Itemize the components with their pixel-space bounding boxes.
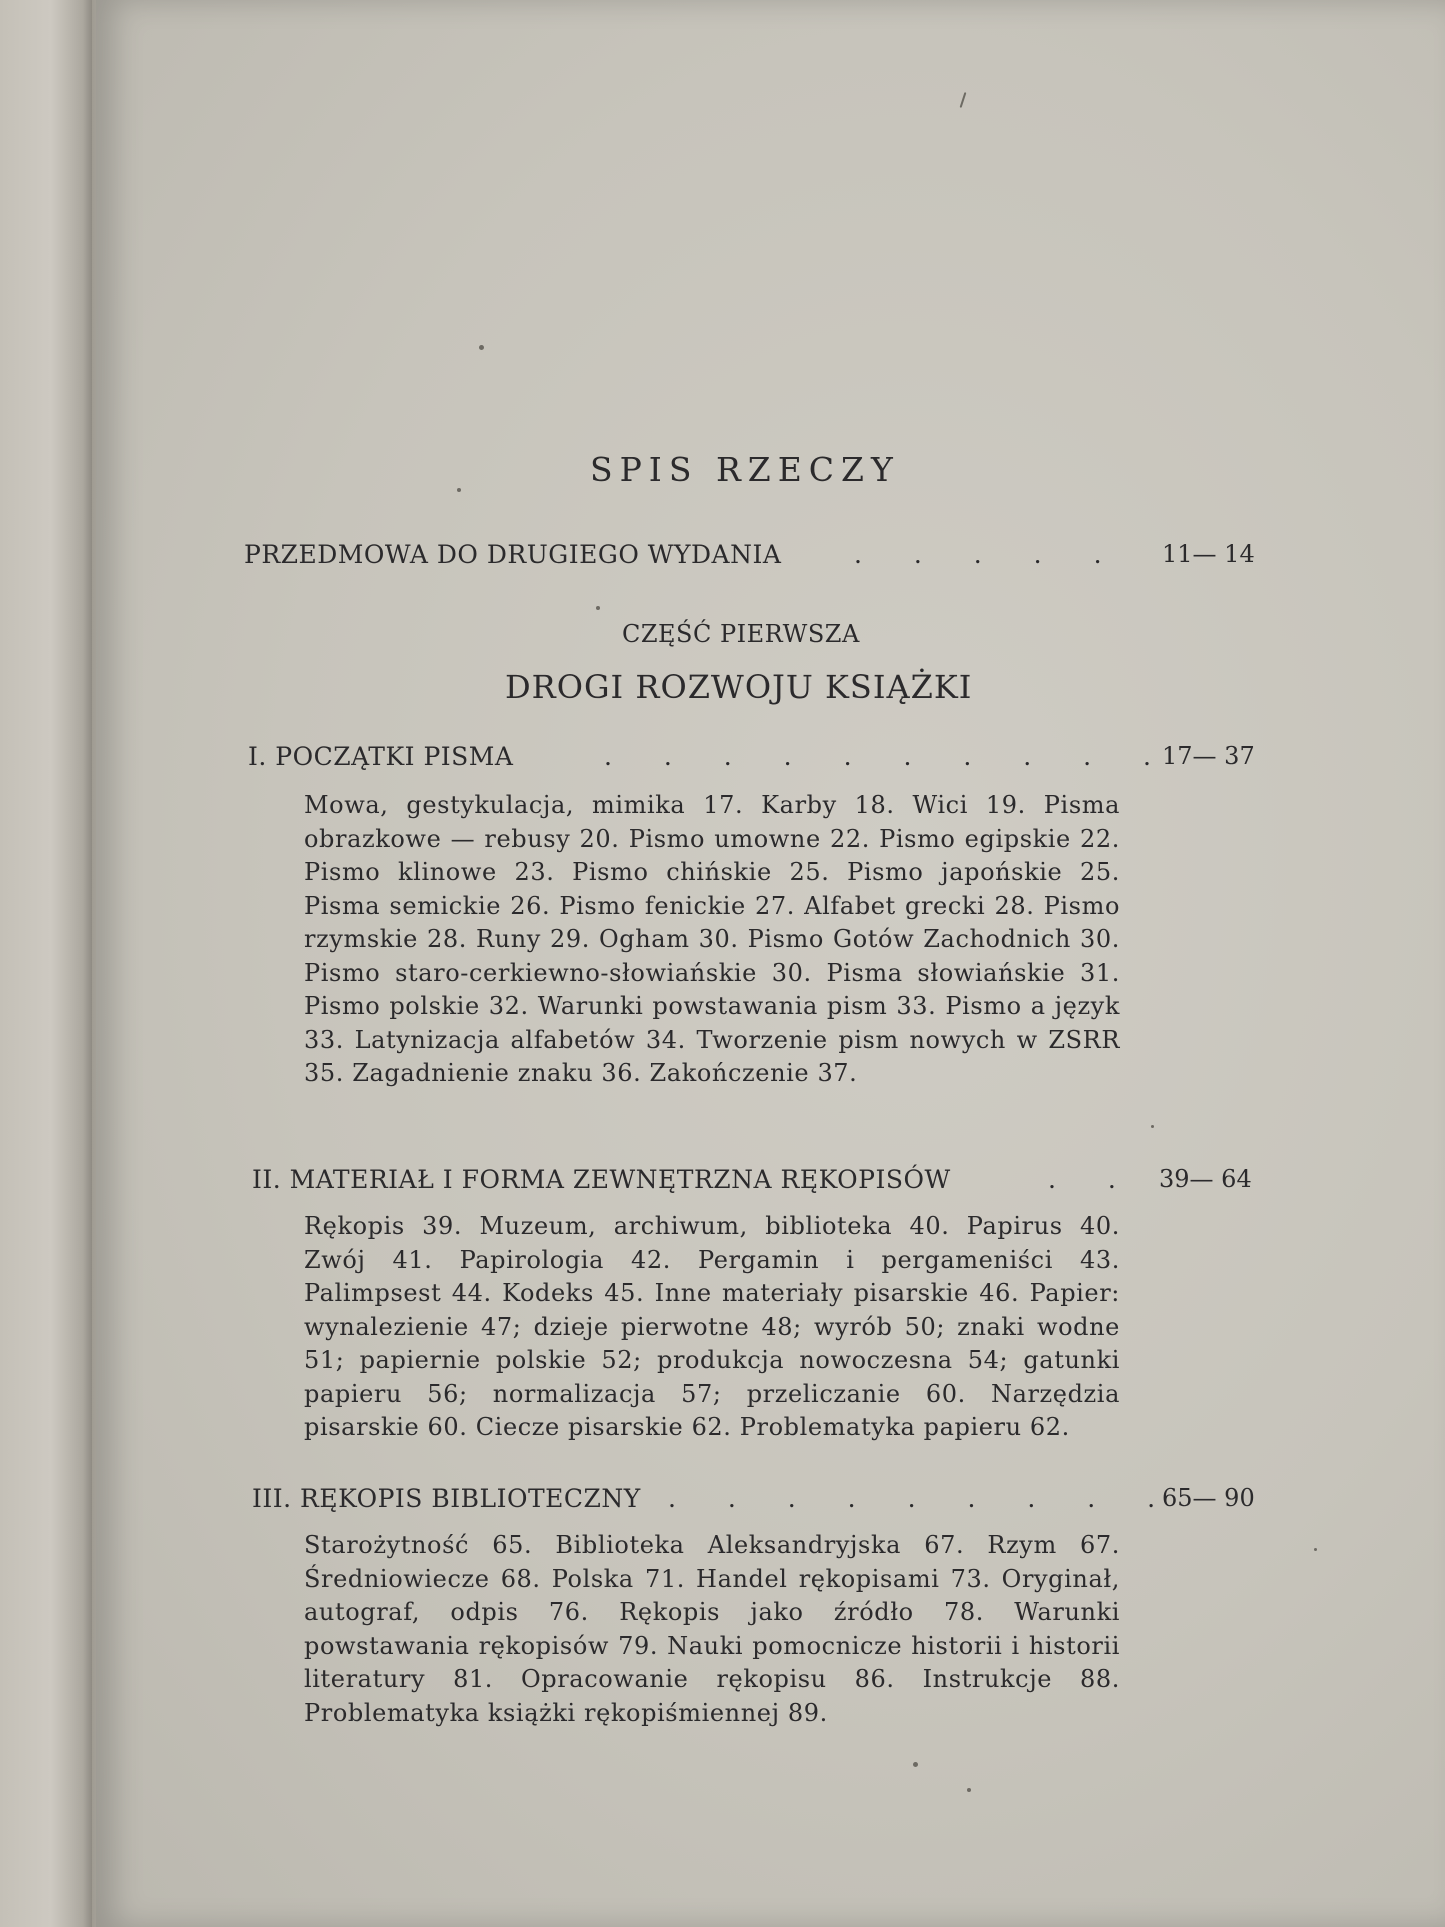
toc-leader-dots: . . . . . [854,540,1124,569]
chapter-summary: Mowa, gestykulacja, mimika 17. Karby 18. Wici 19. Pisma obrazkowe — rebusy 20. Pismo umowne 22. Pismo egipskie 22. Pismo klinowe 23. Pismo chińskie 25. Pismo japońskie 25. Pisma semickie 26. Pismo fenickie 27. Alfabet grecki 28. Pismo rzymskie 28. Runy 29. Ogham 30. Pismo Gotów Zachodnich 30. Pismo staro-cerkiewno-słowiańskie 30. Pisma słowiańskie 31. Pismo polskie 32. Warunki powstawania pism 33. Pismo a język 33. Latynizacja alfabetów 34. Tworzenie pism nowych w ZSRR 35. Zagadnienie znaku 36. Zakończenie 37. [304,791,1120,1087]
chapter-summary: Starożytność 65. Biblioteka Aleksandryjska 67. Rzym 67. Średniowiecze 68. Polska 71. Handel rękopisami 73. Oryginał, autograf, odpis 76. Rękopis jako źródło 78. Warunki powstawania rękopisów 79. Nauki pomocnicze historii i historii literatury 81. Opracowanie rękopisu 86. Instrukcje 88. Problematyka książki rękopiśmiennej 89. [304,1531,1120,1727]
paper-speck [960,92,967,108]
toc-entry-preface [244,540,1264,580]
toc-leader-dots: . . . . . . . . . . [604,742,1173,771]
part-title: DROGI ROZWOJU KSIĄŻKI [505,668,973,706]
paper-speck [1314,1548,1317,1551]
chapter-summary: Rękopis 39. Muzeum, archiwum, biblioteka 40. Papirus 40. Zwój 41. Papirologia 42. Pergamin i pergameniści 43. Palimpsest 44. Kodeks 45. Inne materiały pisarskie 46. Papier: wynalezienie 47; dzieje pierwotne 48; wyrób 50; znaki wodne 51; papiernie polskie 52; produkcja nowoczesna 54; gatunki papieru 56; normalizacja 57; przeliczanie 60. Narzędzia pisarskie 60. Ciecze pisarskie 62. Problematyka papieru 62. [304,1212,1120,1441]
paper-speck [596,606,600,610]
paper-speck [479,345,484,350]
toc-entry-chapter-2 [244,1165,1264,1205]
toc-leader-dots: . . . . . . . . . [668,1484,1178,1513]
toc-entry-pages: 39— 64 [1159,1165,1252,1193]
toc-entry-label: III. RĘKOPIS BIBLIOTECZNY [252,1484,641,1513]
part-label: CZĘŚĆ PIERWSZA [622,620,860,648]
toc-entry-chapter-1 [244,742,1264,782]
paper-speck [967,1788,971,1792]
page-title: SPIS RZECZY [590,450,900,489]
toc-entry-label: I. POCZĄTKI PISMA [248,742,514,771]
toc-entry-pages: 11— 14 [1162,540,1255,568]
paper-speck [913,1762,918,1767]
paper-speck [457,488,461,492]
toc-leader-dots: . . [1048,1165,1138,1194]
toc-entry-chapter-3 [244,1484,1264,1524]
toc-entry-label: PRZEDMOWA DO DRUGIEGO WYDANIA [244,540,782,569]
toc-entry-pages: 17— 37 [1162,742,1255,770]
toc-entry-label: II. MATERIAŁ I FORMA ZEWNĘTRZNA RĘKOPISÓW [252,1165,951,1194]
paper-speck [1151,1125,1154,1128]
facing-page-edge [0,0,92,1927]
toc-entry-pages: 65— 90 [1162,1484,1255,1512]
